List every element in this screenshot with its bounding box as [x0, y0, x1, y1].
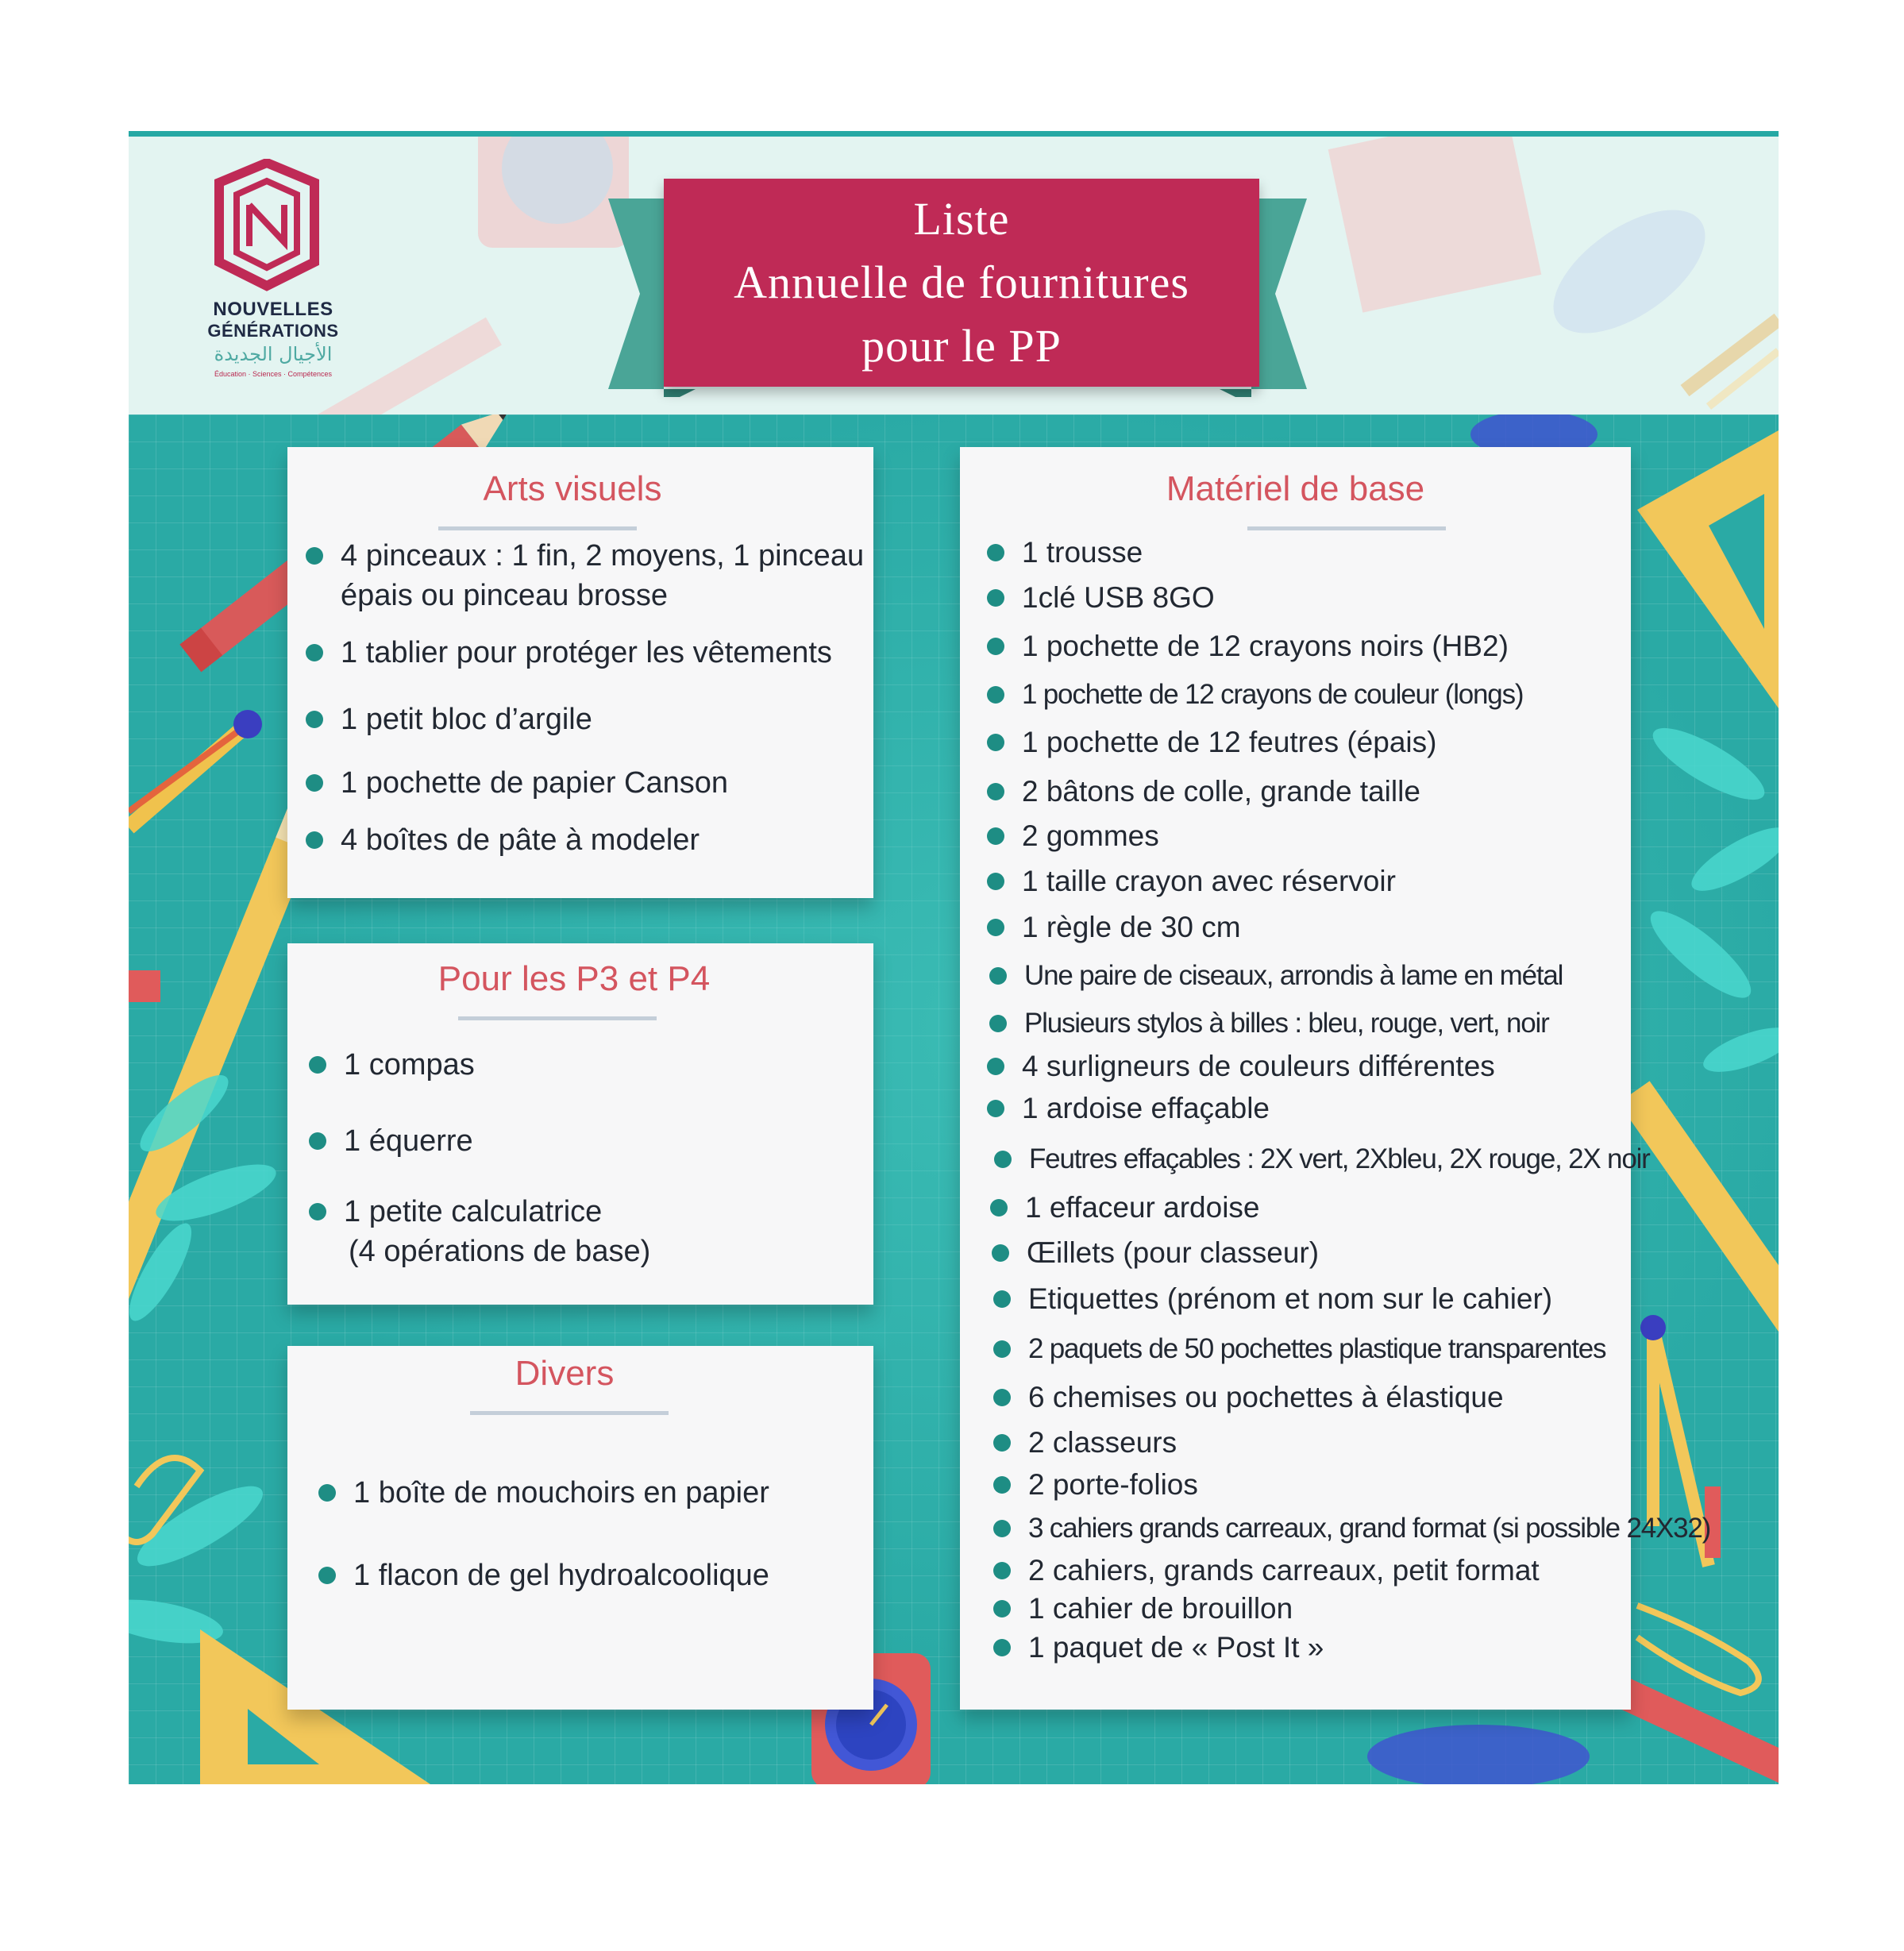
list-item: 2 gommes [1022, 816, 1159, 856]
bullet-icon [993, 1434, 1011, 1452]
list-item: 2 porte-folios [1028, 1465, 1198, 1505]
logo-arabic-text: الأجيال الجديدة [214, 343, 333, 365]
title-line-3: pour le PP [861, 320, 1062, 372]
bullet-icon [987, 919, 1004, 936]
list-item: Œillets (pour classeur) [1027, 1233, 1319, 1273]
list-item: 1clé USB 8GO [1022, 578, 1215, 618]
list-item: 2 paquets de 50 pochettes plastique transparentes [1028, 1329, 1605, 1369]
list-item: 1 pochette de 12 feutres (épais) [1022, 723, 1436, 762]
title-line-1: Liste [913, 193, 1010, 245]
bullet-icon [987, 1100, 1004, 1117]
list-item: 1 boîte de mouchoirs en papier [353, 1473, 769, 1513]
list-item: Etiquettes (prénom et nom sur le cahier) [1028, 1279, 1552, 1319]
list-item: 6 chemises ou pochettes à élastique [1028, 1378, 1504, 1417]
bullet-icon [987, 734, 1004, 751]
blue-leaf-icon [1367, 1725, 1590, 1784]
section-title-arts: Arts visuels [483, 469, 662, 508]
bullet-icon [306, 644, 323, 661]
list-item: 4 pinceaux : 1 fin, 2 moyens, 1 pinceau [341, 536, 864, 576]
section-title-materiel: Matériel de base [1166, 469, 1425, 508]
card-arts-visuels [287, 447, 873, 898]
bullet-icon [993, 1520, 1011, 1537]
list-item: Feutres effaçables : 2X vert, 2Xbleu, 2X rouge, 2X noir [1029, 1139, 1650, 1179]
list-item-continuation: épais ou pinceau brosse [341, 579, 668, 612]
list-item: 4 surligneurs de couleurs différentes [1022, 1047, 1495, 1086]
p3p4-list [287, 943, 873, 1305]
bullet-icon [993, 1389, 1011, 1406]
logo-text-line1: NOUVELLES [213, 299, 333, 320]
logo-text-line2: GÉNÉRATIONS [207, 321, 339, 341]
list-item: 4 boîtes de pâte à modeler [341, 820, 700, 860]
list-item: 1 flacon de gel hydroalcoolique [353, 1556, 769, 1595]
bullet-icon [309, 1056, 326, 1074]
bullet-icon [306, 774, 323, 792]
logo-mark-icon [211, 159, 322, 294]
list-item: 1 taille crayon avec réservoir [1022, 862, 1396, 901]
list-item: 3 cahiers grands carreaux, grand format (si possible 24X32) [1028, 1509, 1710, 1548]
list-item: Une paire de ciseaux, arrondis à lame en métal [1024, 956, 1563, 996]
bullet-icon [993, 1639, 1011, 1656]
bullet-icon [987, 873, 1004, 890]
bullet-icon [990, 1199, 1008, 1216]
list-item: Plusieurs stylos à billes : bleu, rouge, vert, noir [1024, 1004, 1549, 1043]
bullet-icon [993, 1562, 1011, 1579]
top-border-line [129, 131, 1779, 137]
bullet-icon [987, 686, 1004, 704]
bullet-icon [992, 1244, 1009, 1262]
bullet-icon [987, 638, 1004, 655]
list-item: 1 paquet de « Post It » [1028, 1628, 1324, 1668]
list-item: 1 ardoise effaçable [1022, 1089, 1270, 1128]
faded-paperclip [1685, 319, 1779, 391]
bullet-icon [987, 589, 1004, 607]
divers-list [287, 1346, 873, 1710]
list-item: 1 compas [344, 1045, 475, 1085]
title-box [664, 179, 1259, 387]
header-band [129, 137, 1779, 414]
card-p3-p4 [287, 943, 873, 1305]
list-item: 1 trousse [1022, 533, 1143, 573]
right-set-square-icon [1637, 430, 1779, 708]
list-item: 1 pochette de 12 crayons de couleur (longs) [1022, 675, 1523, 715]
bullet-icon [306, 831, 323, 849]
bullet-icon [306, 711, 323, 728]
list-item: 1 petit bloc d’argile [341, 700, 592, 739]
title-line-2: Annuelle de fournitures [734, 256, 1189, 308]
bullet-icon [987, 544, 1004, 561]
bullet-icon [993, 1476, 1011, 1494]
bullet-icon [309, 1203, 326, 1220]
title-ribbon [608, 159, 1307, 397]
bullet-icon [989, 1015, 1007, 1032]
list-item: 1 petite calculatrice [344, 1192, 602, 1232]
bullet-icon [993, 1600, 1011, 1617]
bullet-icon [993, 1340, 1011, 1358]
list-item: 1 pochette de 12 crayons noirs (HB2) [1022, 627, 1509, 666]
bullet-icon [989, 967, 1007, 985]
list-item-continuation: (4 opérations de base) [349, 1235, 651, 1268]
materiel-list [960, 447, 1711, 1710]
leaves-right-icon [1640, 715, 1779, 1081]
bullet-icon [309, 1132, 326, 1150]
bullet-icon [993, 1290, 1011, 1308]
bullet-icon [987, 1058, 1004, 1075]
list-item: 2 bâtons de colle, grande taille [1022, 772, 1420, 812]
list-item: 1 cahier de brouillon [1028, 1589, 1293, 1629]
list-item: 2 cahiers, grands carreaux, petit format [1028, 1551, 1540, 1590]
section-title-p3p4: Pour les P3 et P4 [437, 959, 711, 998]
bullet-icon [318, 1484, 336, 1502]
right-pencil-icon [1618, 1081, 1779, 1402]
list-item: 1 tablier pour protéger les vêtements [341, 633, 832, 673]
list-item: 1 effaceur ardoise [1025, 1188, 1260, 1228]
list-item: 1 règle de 30 cm [1022, 908, 1241, 947]
bullet-icon [987, 783, 1004, 800]
card-materiel-de-base [960, 447, 1711, 1710]
faded-leaf [1532, 186, 1725, 357]
list-item: 2 classeurs [1028, 1423, 1177, 1463]
card-divers [287, 1346, 873, 1710]
arts-list [287, 447, 873, 898]
logo [194, 159, 353, 389]
bullet-icon [306, 547, 323, 565]
list-item: 1 pochette de papier Canson [341, 763, 728, 803]
bullet-icon [318, 1567, 336, 1584]
logo-tagline: Éducation · Sciences · Compétences [214, 370, 333, 378]
bullet-icon [987, 827, 1004, 845]
right-paperclip-icon [1637, 1606, 1759, 1693]
list-item: 1 équerre [344, 1121, 473, 1161]
poster [129, 131, 1779, 1784]
section-title-divers: Divers [515, 1354, 615, 1393]
bullet-icon [994, 1151, 1012, 1168]
faded-notebook [1328, 137, 1542, 313]
